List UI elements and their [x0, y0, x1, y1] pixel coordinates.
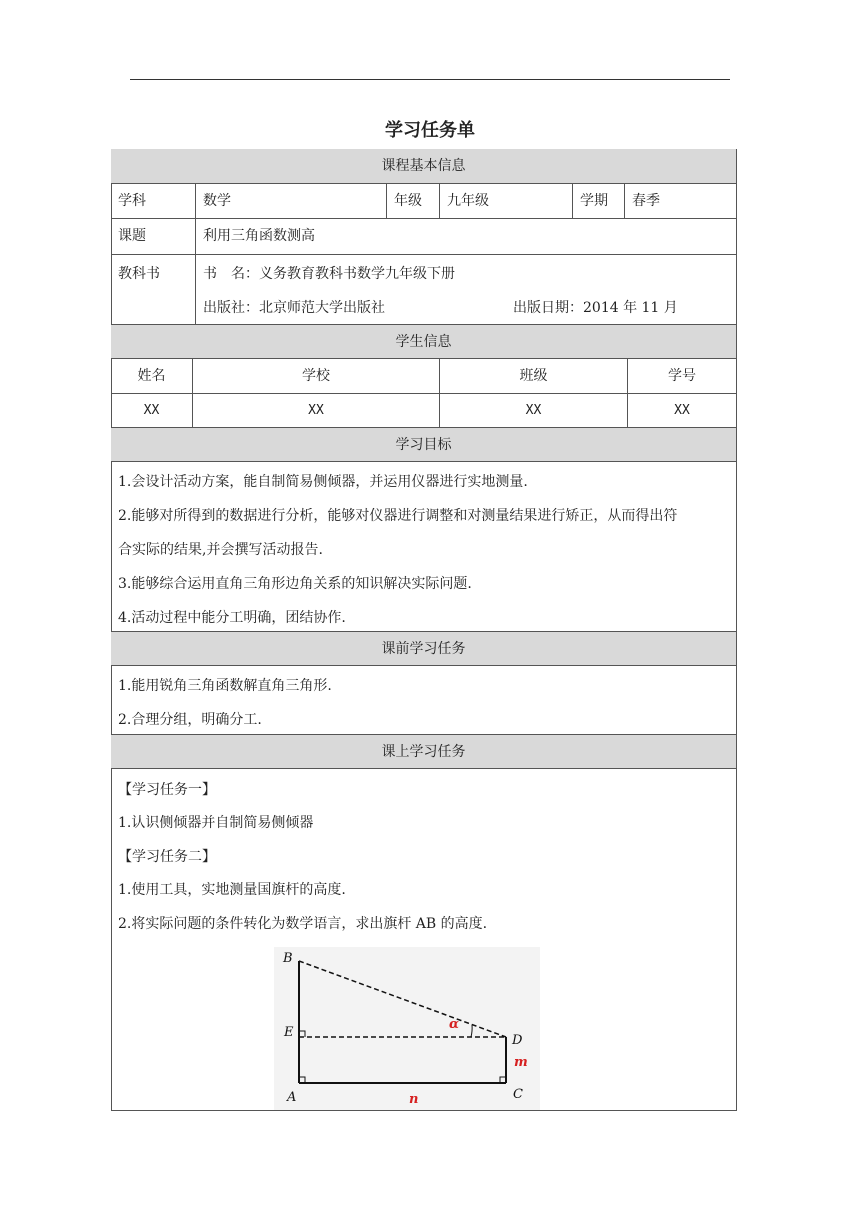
pre-tasks-body	[111, 666, 737, 735]
col-student-id: 学号	[628, 359, 737, 394]
label-b: B	[283, 951, 293, 966]
objective-2: 2.能够对所得到的数据进行分析，能够对仪器进行调整和对测量结果进行矫正，从而得出符	[118, 508, 678, 524]
objective-2-cont: 合实际的结果,并会撰写活动报告.	[118, 542, 323, 558]
objectives-body	[111, 462, 737, 632]
student-id-value: XX	[628, 394, 737, 428]
col-school: 学校	[193, 359, 440, 394]
school-value: XX	[193, 394, 440, 428]
objective-4: 4.活动过程中能分工明确，团结协作.	[118, 610, 346, 626]
pre-tasks-header: 课前学习任务	[111, 632, 737, 666]
label-m: m	[514, 1055, 528, 1070]
pre-task-2: 2.合理分组，明确分工.	[118, 712, 262, 728]
term-value: 春季	[625, 184, 737, 219]
class-value: XX	[440, 394, 628, 428]
task2-item-1: 1.使用工具，实地测量国旗杆的高度.	[118, 882, 346, 898]
header-rule	[130, 79, 730, 80]
task2-title: 【学习任务二】	[118, 849, 216, 865]
subject-value: 数学	[196, 184, 387, 219]
grade-label: 年级	[387, 184, 440, 219]
objective-3: 3.能够综合运用直角三角形边角关系的知识解决实际问题.	[118, 576, 472, 592]
publication-date: 出版日期：2014 年 11 月	[513, 300, 678, 316]
task1-item: 1.认识侧倾器并自制简易侧倾器	[118, 815, 314, 831]
textbook-label: 教科书	[111, 255, 196, 325]
col-name: 姓名	[111, 359, 193, 394]
label-e: E	[284, 1025, 294, 1040]
task2-item-2: 2.将实际问题的条件转化为数学语言，求出旗杆 AB 的高度.	[118, 916, 488, 932]
flagpole-diagram	[274, 947, 540, 1110]
objectives-header: 学习目标	[111, 428, 737, 462]
subject-label: 学科	[111, 184, 196, 219]
pre-task-1: 1.能用锐角三角函数解直角三角形.	[118, 678, 332, 694]
label-a: A	[287, 1090, 297, 1105]
student-name-value: XX	[111, 394, 193, 428]
topic-value: 利用三角函数测高	[196, 219, 737, 255]
term-label: 学期	[573, 184, 625, 219]
student-info-header: 学生信息	[111, 325, 737, 359]
course-info-header: 课程基本信息	[111, 149, 737, 184]
textbook-info	[196, 255, 737, 325]
task1-title: 【学习任务一】	[118, 782, 216, 798]
page-title: 学习任务单	[385, 120, 475, 141]
col-class: 班级	[440, 359, 628, 394]
publisher: 出版社：北京师范大学出版社	[203, 300, 385, 316]
objective-1: 1.会设计活动方案，能自制简易侧倾器，并运用仪器进行实地测量.	[118, 474, 528, 490]
book-name: 书 名：义务教育教科书数学九年级下册	[203, 266, 455, 282]
label-d: D	[512, 1033, 523, 1048]
label-n: n	[409, 1092, 419, 1107]
diagram-background	[274, 947, 540, 1110]
label-alpha: α	[449, 1017, 460, 1032]
label-c: C	[513, 1087, 523, 1102]
grade-value: 九年级	[440, 184, 573, 219]
class-tasks-header: 课上学习任务	[111, 735, 737, 769]
topic-label: 课题	[111, 219, 196, 255]
